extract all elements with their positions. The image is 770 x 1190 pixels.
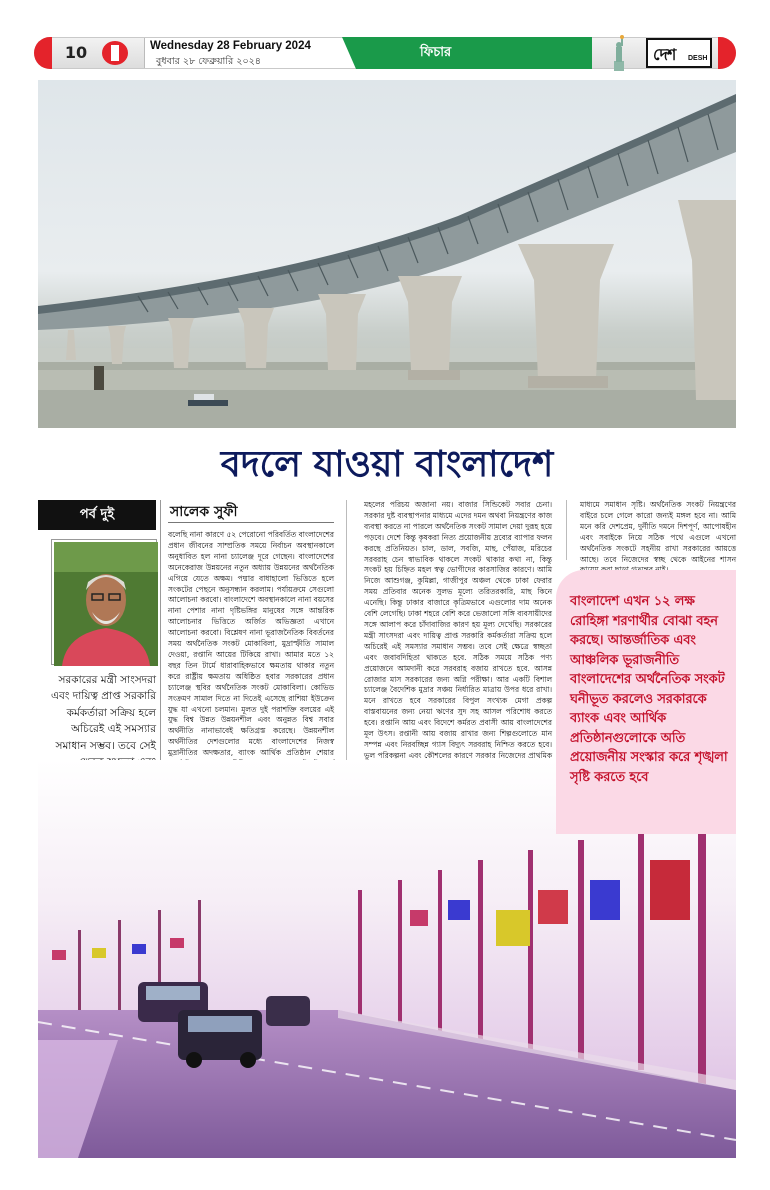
hero-bridge-photo bbox=[38, 80, 736, 428]
author-byline: সালেক সুফী bbox=[170, 504, 238, 520]
flag-logo-icon bbox=[102, 41, 128, 65]
part-badge: পর্ব দুই bbox=[38, 500, 156, 530]
author-photo bbox=[52, 540, 156, 664]
article-headline: বদলে যাওয়া বাংলাদেশ bbox=[220, 444, 554, 485]
date-bangla: বুধবার ২৮ ফেব্রুয়ারি ২০২৪ bbox=[156, 56, 261, 67]
article-column-1: বলেছি নানা কারণে ৫২ পেরোনো পরিবর্তিত বাংলাদেশের প্রধান জীবনের সাম্প্রতিক সময়ে নির্বাচন অবস্থানকালে অনুধাবিত হল নানা চ্যালেঞ্জ দূরে গেছেন। বাংলাদেশের অনেকেরাজ উন্নয়নের নতুন অধ্যায় উন্নয়নের অর্থনৈতিক এগিয়ে যেতে অক্ষম। পদ্মার বাধাহালো ভিত্তিতে হলে সংকটের পেছনে অনুসন্ধান করলাম। পর্যায়ক্রমে সেগুলো আলোচনা করবো। বাংলাদেশে অবস্থানকালে নানা বয়সের নানা পেশার নানা দৃষ্টিভঙ্গির মানুষের সঙ্গে আন্তরিক আলোচনার ভিত্তিতে অর্জিত অভিজ্ঞতা এখানে আলোচনা করবো। বিশ্লেষণ নানা ভূরাজনৈতিক বিবর্তনের সময় অর্থনৈতিক সংকট মোকাবিলা, মুদ্রাস্ফীতি সামাল দেওয়া, রপ্তানি আয়ের টিকিয়ে রাখা। আমার মতে ১২ বছর তিন টার্মে ধারাবাহিকভাবে ক্ষমতায় থাকার নতুন করে রাষ্ট্রীয় ক্ষমতায় অধিষ্ঠিত হবার সরকারের প্রধান চ্যালেঞ্জ স্থবির অর্থনৈতিক সংকট মোকাবিলা। কোভিড সংক্রমণ সামাল দিতে না দিতেই এসেছে রাশিয়া ইউক্রেন যুদ্ধ যা এখনো চলমান। মূলত দুই পরাশক্তি বলয়ের এই যুদ্ধ বিশ্ব উন্নত উন্নয়নশীল এবং অনুন্নত বিশ্ব সবার অর্থনীতি নানাভাবেই ক্ষতিগ্রস্ত করেছে। উন্নয়নশীল অর্থনীতির দেশগুলোর মধ্যে বাংলাদেশের নিজস্ব মুদ্রানীতির অদক্ষতার, ব্যাংক আর্থিক প্রতিষ্ঠান শেয়ার bbox=[168, 530, 334, 758]
header-right-cap bbox=[718, 37, 736, 69]
sidebar-pull-quote: সরকারের মন্ত্রী সাংসদরা এবং দায়িত্ব প্রাপ্ত সরকারি কর্মকর্তারা সক্রিয় হলে অচিরেই এই সমস্যার সমাধান সম্ভব। তবে সেই bbox=[51, 674, 156, 752]
byline-divider bbox=[168, 522, 334, 523]
bridge-illustration bbox=[38, 80, 736, 428]
desh-logo-mark: দেশ bbox=[653, 45, 676, 64]
desh-logo-sub: DESH bbox=[688, 55, 708, 62]
page-header bbox=[0, 0, 770, 80]
author-portrait bbox=[54, 542, 158, 666]
page-number: 10 bbox=[64, 43, 88, 62]
section-tab bbox=[356, 37, 592, 69]
date-english: Wednesday 28 February 2024 bbox=[150, 40, 311, 52]
column-divider bbox=[566, 500, 567, 560]
desh-logo bbox=[646, 38, 712, 68]
pull-quote-text: বাংলাদেশ এখন ১২ লক্ষ রোহিঙ্গা শরণার্থীর বোঝা বহন করছে। আন্তর্জাতিক এবং আঞ্চলিক ভূরাজনীতি বাংলাদেশের অর্থনৈতিক সংকট ঘনীভূত করলেও সরকারকে ব্যাংক এবং আর্থিক প্রতিষ্ঠানগুলোকে অতি প্রয়োজনীয় সংস্কার করে শৃঙ্খলা সৃষ্টি করতে হবে bbox=[570, 594, 728, 785]
article-column-2: মহলের পরিচয় অজানা নয়। বাজার সিন্ডিকেট সবার চেনা। সরকার দুষ্ট ব্যবস্থাপনার মাধ্যমে এদের দমন অথবা নিয়ন্ত্রণের কাজ ব্যবস্থা করতে না পারলে অর্থনৈতিক সংকট সামাল দেয়া দুরূহ হয়ে পড়বে। দেশে কিন্তু কৃষকরা নিত্য প্রয়োজনীয় দ্রব্যের ব্যাপার ফলন করছে প্রতিনিয়ত। চাল, ডাল, সবজি, মাছ, পেঁয়াজ, মরিচের সরবরাহ চেন স্বাভাবিক থাকলে সংকট থাকার কথা না, কিন্তু সংকট হয় চিহ্নিত মহল স্বত্ব ভোগীদের কারসাজির কারণে। আমি নিজে আশুগঞ্জ, কুমিল্লা, গাজীপুর অঞ্চল থেকে ঢাকা ফেরার সময় প্রতিবার অনেক সুলভ মূল্যে তরিতরকারি, মাছ কিনে এনেছি। কিন্তু ঢাকার বাজারে কৃত্রিমভাবে এগুলোর দাম অনেক বেশি লেগেছি। ঢাকা শহরে বেশি করে ভেজালো সঙ্গি ব্যবসায়ীদের সঙ্গে আলাপ করে চাঁদাবাজির কারণ হয় মূল্য দেখেছি। সরকারের মন্ত্রী সাংসদরা এবং দায়িত্ব প্রাপ্ত সরকারি কর্মকর্তারা সক্রিয় হলে অচিরেই এই সমস্যার সমাধান সম্ভব। তবে সেই ক্ষেত্রে স্বচ্ছতা এবং জবাবদিহিতা থাকতে হবে. সঠিক সময়ে সঠিক পণ্য প্রয়োজনে আমদানী করে সরবরাহ বজায় রাখতে হবে. আসন্ন রোজার মাস সরকারের জন্য অগ্নি পরীক্ষা। আর একটি বিশাল চ্যালেঞ্জ বৈদেশিক মুদ্রার সঞ্চয় নির্ধারিত মাত্রায় উপর ধরে রাখা। মনে রাখতে হবে সরকারের বিপুল সংখ্যক মেগা প্রকল্প বাস্তবায়নের জন্য নেয়া ঋণের সুদ সহ আসল পরিশোধ করতে হবে। রপ্তানি আয় এবং বিদেশে কর্মরত প্রবাসী আয় বাংলাদেশের মূল উৎস। রপ্তানী আয় বজায় রাখার জন্য শিল্পগুলোতে মান সম্পন্ন এবং নিরবচ্ছিন্ন গ্যাস বিদ্যুৎ সরবরাহ নিশ্চিত করতে হবে। ভুল পরিকল্পনা এবং কৌশলের কারণে সরকার নিজেদের প্রাথমিক bbox=[364, 500, 552, 760]
article-column-3: মাধ্যমে সমাধান সৃষ্টি। অর্থনৈতিক সংকট নিয়ন্ত্রণের বাইরে চলে গেলে কারো জন্যই মঙ্গল হবে না। আমি মনে করি দেশপ্রেম, দুর্নীতি দমনে দিশপূর্ণ, আপোষহীন এবং সবাইকে নিয়ে সঠিক পথে এগুলে এখনো অর্থনৈতিক সংকটে সহনীয় রাখা সরকারের আয়ত্তে আছে। তবে নিজেদের স্বচ্ছ থেকে আইনের শাসন bbox=[580, 500, 736, 564]
statue-of-liberty-icon bbox=[608, 35, 630, 71]
header-left-cap bbox=[34, 37, 52, 69]
section-label: ফিচার bbox=[420, 45, 452, 60]
